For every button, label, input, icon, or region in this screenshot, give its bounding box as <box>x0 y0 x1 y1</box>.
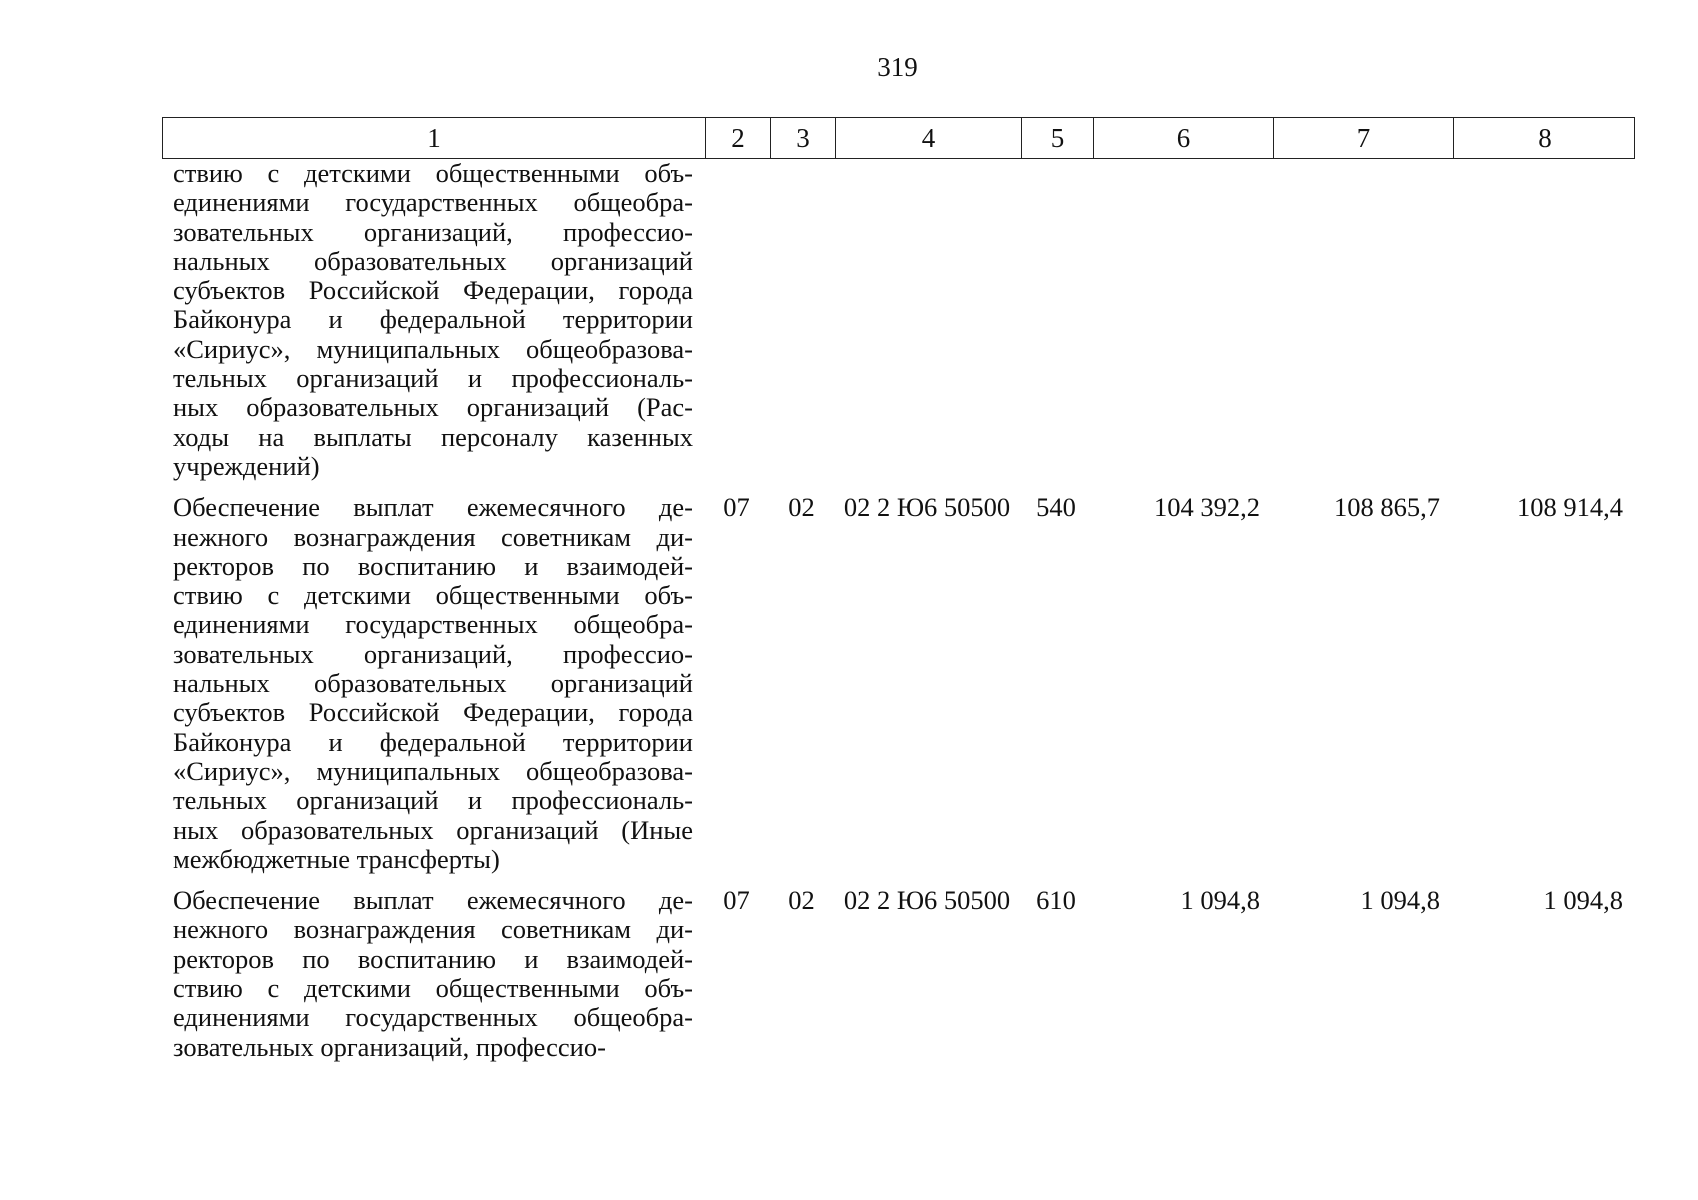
section-code <box>704 159 769 481</box>
description-line: учреждений) <box>173 450 320 481</box>
description-line: Байконура и федеральной территории <box>173 304 693 335</box>
amount-year-3: 1 094,8 <box>1543 885 1623 916</box>
subsection-code: 02 <box>788 885 815 916</box>
description-line: ходы на выплаты персоналу казенных <box>173 421 693 452</box>
amount-year-2: 108 865,7 <box>1334 492 1440 523</box>
target-article-code: 02 2 Ю6 50500 <box>843 492 1011 523</box>
header-col-3: 3 <box>770 118 835 158</box>
description-line: нежного вознаграждения советникам ди- <box>173 521 693 552</box>
amount-year-2 <box>1272 159 1452 481</box>
expense-type-code: 540 <box>1036 492 1076 523</box>
header-col-1: 1 <box>427 123 441 153</box>
target-article-code <box>834 159 1020 481</box>
description-line: межбюджетные трансферты) <box>173 843 500 874</box>
header-col-4: 4 <box>835 118 1021 158</box>
description-line: тельных организаций и профессиональ- <box>173 363 693 394</box>
description-line: зовательных организаций, профессио- <box>173 216 693 247</box>
description-line: Обеспечение выплат ежемесячного де- <box>173 885 693 916</box>
header-col-5: 5 <box>1021 118 1093 158</box>
row-description <box>162 493 704 874</box>
table-row <box>162 886 1635 1062</box>
description-line: Обеспечение выплат ежемесячного де- <box>173 492 693 523</box>
subsection-code: 02 <box>788 492 815 523</box>
amount-year-2: 1 094,8 <box>1360 885 1440 916</box>
header-col-6: 6 <box>1093 118 1273 158</box>
description-line: ствию с детскими общественными объ- <box>173 158 693 188</box>
amount-year-1 <box>1092 159 1272 481</box>
expense-type-code <box>1020 159 1092 481</box>
amount-year-3: 108 914,4 <box>1517 492 1623 523</box>
section-code: 07 <box>723 492 750 523</box>
table-header-row <box>162 117 1635 159</box>
subsection-code <box>769 159 834 481</box>
description-line: Байконура и федеральной территории <box>173 726 693 757</box>
header-col-7: 7 <box>1273 118 1453 158</box>
expense-type-code: 610 <box>1036 885 1076 916</box>
budget-table <box>162 117 1635 1062</box>
description-line: тельных организаций и профессиональ- <box>173 785 693 816</box>
header-col-2: 2 <box>705 118 770 158</box>
table-body <box>162 159 1635 1062</box>
header-col-8: 8 <box>1453 118 1636 158</box>
description-line: ных образовательных организаций (Рас- <box>173 392 693 423</box>
target-article-code: 02 2 Ю6 50500 <box>843 885 1011 916</box>
page-number: 319 <box>877 52 918 82</box>
description-line: единениями государственных общеобра- <box>173 609 693 640</box>
description-line: ствию с детскими общественными объ- <box>173 973 693 1004</box>
description-line: единениями государственных общеобра- <box>173 1002 693 1033</box>
row-description <box>162 886 704 1062</box>
description-line: субъектов Российской Федерации, города <box>173 697 693 728</box>
amount-year-3 <box>1452 159 1635 481</box>
table-row <box>162 493 1635 874</box>
description-line: ствию с детскими общественными объ- <box>173 580 693 611</box>
description-line: ных образовательных организаций (Иные <box>173 814 693 845</box>
description-line: ректоров по воспитанию и взаимодей- <box>173 943 693 974</box>
section-code: 07 <box>723 885 750 916</box>
description-line: субъектов Российской Федерации, города <box>173 275 693 306</box>
amount-year-1: 104 392,2 <box>1154 492 1260 523</box>
description-line: ректоров по воспитанию и взаимодей- <box>173 550 693 581</box>
amount-year-1: 1 094,8 <box>1180 885 1260 916</box>
description-line: зовательных организаций, профессио- <box>173 638 693 669</box>
description-line: нальных образовательных организаций <box>173 245 693 276</box>
table-row <box>162 159 1635 481</box>
description-line: нежного вознаграждения советникам ди- <box>173 914 693 945</box>
description-line: зовательных организаций, профессио- <box>173 1031 606 1062</box>
row-description <box>162 159 704 481</box>
description-line: единениями государственных общеобра- <box>173 187 693 218</box>
description-line: нальных образовательных организаций <box>173 668 693 699</box>
description-line: «Сириус», муниципальных общеобразова- <box>173 755 693 786</box>
description-line: «Сириус», муниципальных общеобразова- <box>173 333 693 364</box>
